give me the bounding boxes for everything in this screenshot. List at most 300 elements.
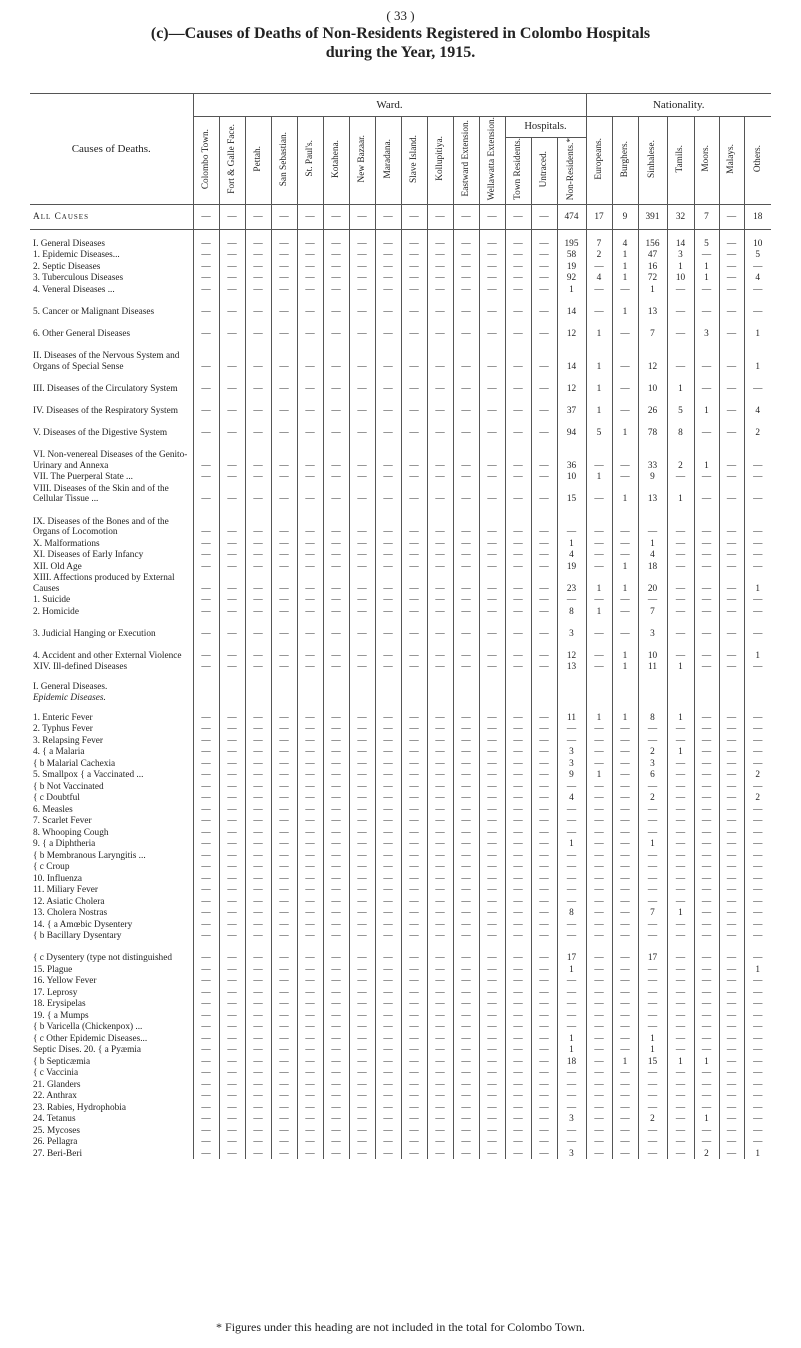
value-cell: 1: [694, 1113, 719, 1125]
value-cell: —: [638, 873, 667, 885]
value-cell: —: [719, 661, 744, 673]
value-cell: —: [297, 606, 323, 618]
value-cell: —: [505, 998, 531, 1010]
col-header: Pettah.: [245, 117, 271, 205]
col-header: Sinhalese.: [638, 117, 667, 205]
value-cell: —: [479, 249, 505, 261]
value-cell: —: [638, 1136, 667, 1148]
table-row: [30, 538, 771, 550]
value-cell: —: [505, 572, 531, 594]
spacer-cell: [219, 229, 245, 238]
value-cell: —: [271, 930, 297, 942]
value-cell: —: [427, 827, 453, 839]
value-cell: —: [349, 1021, 375, 1033]
value-cell: —: [667, 295, 694, 317]
value-cell: —: [719, 284, 744, 296]
value-cell: —: [719, 617, 744, 639]
value-cell: —: [505, 769, 531, 781]
value-cell: —: [719, 1125, 744, 1137]
value-cell: 15: [638, 1056, 667, 1068]
value-cell: —: [323, 850, 349, 862]
value-cell: —: [297, 249, 323, 261]
value-cell: —: [453, 746, 479, 758]
value-cell: —: [427, 861, 453, 873]
value-cell: —: [719, 204, 744, 229]
value-cell: —: [505, 483, 531, 505]
value-cell: [667, 681, 694, 693]
value-cell: —: [219, 1136, 245, 1148]
value-cell: —: [193, 735, 219, 747]
value-cell: —: [479, 339, 505, 372]
value-cell: —: [245, 204, 271, 229]
value-cell: —: [245, 538, 271, 550]
value-cell: —: [375, 1044, 401, 1056]
value-cell: 3: [557, 1113, 586, 1125]
value-cell: —: [271, 942, 297, 964]
value-cell: —: [694, 471, 719, 483]
value-cell: —: [586, 483, 612, 505]
value-cell: —: [505, 394, 531, 416]
value-cell: —: [297, 861, 323, 873]
value-cell: —: [349, 930, 375, 942]
col-header: San Sebastian.: [271, 117, 297, 205]
value-cell: —: [271, 873, 297, 885]
value-cell: —: [719, 606, 744, 618]
value-cell: —: [193, 483, 219, 505]
value-cell: —: [531, 339, 557, 372]
value-cell: —: [694, 975, 719, 987]
value-cell: —: [667, 617, 694, 639]
value-cell: —: [531, 1090, 557, 1102]
value-cell: —: [349, 1090, 375, 1102]
value-cell: —: [349, 792, 375, 804]
spacer-cell: [401, 229, 427, 238]
value-cell: —: [219, 272, 245, 284]
value-cell: —: [694, 284, 719, 296]
value-cell: —: [638, 1090, 667, 1102]
value-cell: —: [719, 884, 744, 896]
cause-label: { b Malarial Cachexia: [33, 758, 116, 769]
spacer-cell: [694, 229, 719, 238]
value-cell: —: [401, 1056, 427, 1068]
value-cell: —: [427, 838, 453, 850]
value-cell: —: [401, 907, 427, 919]
value-cell: —: [219, 261, 245, 273]
spacer-cell: [667, 229, 694, 238]
value-cell: [349, 692, 375, 704]
value-cell: —: [719, 1010, 744, 1022]
value-cell: —: [349, 372, 375, 394]
value-cell: —: [323, 295, 349, 317]
value-cell: —: [401, 572, 427, 594]
table-row: [30, 987, 771, 999]
spacer-row: [30, 673, 771, 681]
value-cell: —: [667, 594, 694, 606]
value-cell: —: [375, 964, 401, 976]
spacer-cell: [638, 229, 667, 238]
value-cell: —: [219, 538, 245, 550]
value-cell: —: [694, 815, 719, 827]
spacer-cell: [479, 704, 505, 712]
value-cell: —: [193, 317, 219, 339]
value-cell: —: [271, 661, 297, 673]
value-cell: —: [719, 483, 744, 505]
value-cell: —: [323, 815, 349, 827]
value-cell: —: [453, 561, 479, 573]
value-cell: —: [193, 1056, 219, 1068]
value-cell: 18: [557, 1056, 586, 1068]
value-cell: —: [271, 1148, 297, 1160]
cause-label: 27. Beri-Beri: [33, 1148, 83, 1159]
value-cell: —: [245, 1079, 271, 1091]
spacer-cell: [323, 229, 349, 238]
value-cell: —: [401, 930, 427, 942]
spacer-cell: [505, 229, 531, 238]
value-cell: —: [219, 838, 245, 850]
value-cell: —: [612, 549, 638, 561]
value-cell: —: [744, 942, 771, 964]
value-cell: —: [667, 572, 694, 594]
value-cell: —: [427, 804, 453, 816]
value-cell: 1: [586, 317, 612, 339]
value-cell: —: [219, 505, 245, 538]
value-cell: —: [638, 1148, 667, 1160]
value-cell: —: [271, 1136, 297, 1148]
value-cell: —: [744, 758, 771, 770]
value-cell: —: [323, 617, 349, 639]
value-cell: —: [219, 295, 245, 317]
value-cell: —: [586, 758, 612, 770]
value-cell: —: [612, 1010, 638, 1022]
value-cell: [323, 681, 349, 693]
cause-label: 5. Cancer or Malignant Diseases: [33, 306, 155, 317]
value-cell: —: [505, 238, 531, 250]
value-cell: —: [323, 942, 349, 964]
value-cell: 1: [694, 1056, 719, 1068]
value-cell: —: [219, 746, 245, 758]
value-cell: —: [667, 850, 694, 862]
value-cell: —: [612, 538, 638, 550]
value-cell: —: [219, 1125, 245, 1137]
value-cell: —: [719, 561, 744, 573]
value-cell: —: [297, 723, 323, 735]
value-cell: —: [719, 372, 744, 394]
value-cell: 1: [744, 964, 771, 976]
value-cell: 2: [638, 746, 667, 758]
cause-label: V. Diseases of the Digestive System: [33, 427, 168, 438]
value-cell: —: [694, 538, 719, 550]
value-cell: —: [479, 987, 505, 999]
value-cell: —: [219, 1044, 245, 1056]
value-cell: —: [297, 919, 323, 931]
value-cell: —: [193, 661, 219, 673]
value-cell: —: [479, 438, 505, 471]
value-cell: —: [297, 838, 323, 850]
value-cell: —: [323, 735, 349, 747]
value-cell: 1: [638, 1033, 667, 1045]
value-cell: —: [612, 1136, 638, 1148]
value-cell: —: [719, 339, 744, 372]
value-cell: —: [744, 1021, 771, 1033]
value-cell: —: [557, 723, 586, 735]
spacer-cell: [557, 673, 586, 681]
value-cell: 1: [744, 1148, 771, 1160]
cause-label: { b Not Vaccinated: [33, 781, 104, 792]
value-cell: —: [271, 261, 297, 273]
value-cell: 474: [557, 204, 586, 229]
value-cell: 18: [744, 204, 771, 229]
value-cell: 8: [638, 712, 667, 724]
value-cell: —: [401, 827, 427, 839]
table-row: [30, 804, 771, 816]
col-header: Kotahena.: [323, 117, 349, 205]
value-cell: [375, 681, 401, 693]
value-cell: —: [479, 1033, 505, 1045]
value-cell: —: [271, 317, 297, 339]
value-cell: —: [427, 964, 453, 976]
value-cell: 92: [557, 272, 586, 284]
value-cell: —: [271, 538, 297, 550]
value-cell: —: [453, 873, 479, 885]
value-cell: —: [193, 538, 219, 550]
cause-label: { c Dysentery (type not distinguished: [33, 953, 172, 964]
value-cell: —: [349, 1079, 375, 1091]
value-cell: 1: [667, 661, 694, 673]
value-cell: —: [245, 1010, 271, 1022]
value-cell: —: [271, 758, 297, 770]
value-cell: —: [271, 987, 297, 999]
value-cell: 14: [557, 339, 586, 372]
value-cell: —: [667, 838, 694, 850]
value-cell: —: [193, 617, 219, 639]
table-row: [30, 272, 771, 284]
value-cell: —: [271, 238, 297, 250]
value-cell: —: [586, 884, 612, 896]
value-cell: —: [694, 505, 719, 538]
value-cell: —: [586, 896, 612, 908]
value-cell: —: [375, 1033, 401, 1045]
value-cell: —: [349, 295, 375, 317]
value-cell: —: [453, 712, 479, 724]
value-cell: [531, 681, 557, 693]
value-cell: —: [479, 204, 505, 229]
value-cell: —: [744, 987, 771, 999]
value-cell: —: [453, 549, 479, 561]
value-cell: —: [744, 661, 771, 673]
value-cell: —: [586, 1067, 612, 1079]
value-cell: —: [638, 1125, 667, 1137]
value-cell: —: [719, 572, 744, 594]
footnote: * Figures under this heading are not included in the total for Colombo Town.: [216, 1320, 585, 1334]
value-cell: —: [427, 416, 453, 438]
value-cell: —: [719, 758, 744, 770]
value-cell: —: [349, 272, 375, 284]
value-cell: —: [219, 483, 245, 505]
table-row: [30, 295, 771, 317]
value-cell: —: [744, 827, 771, 839]
spacer-cell: [427, 704, 453, 712]
value-cell: —: [375, 723, 401, 735]
value-cell: —: [219, 1033, 245, 1045]
spacer-cell: [427, 229, 453, 238]
value-cell: —: [505, 850, 531, 862]
value-cell: —: [323, 1113, 349, 1125]
value-cell: —: [694, 572, 719, 594]
table-row: [30, 1136, 771, 1148]
value-cell: —: [193, 850, 219, 862]
spacer-cell: [349, 229, 375, 238]
value-cell: —: [271, 838, 297, 850]
value-cell: —: [323, 838, 349, 850]
value-cell: —: [479, 261, 505, 273]
value-cell: —: [219, 572, 245, 594]
spacer-cell: [667, 673, 694, 681]
value-cell: —: [193, 249, 219, 261]
spacer-cell: [375, 673, 401, 681]
cause-label: XI. Diseases of Early Infancy: [33, 550, 144, 561]
value-cell: —: [375, 1021, 401, 1033]
value-cell: —: [744, 861, 771, 873]
value-cell: [479, 681, 505, 693]
value-cell: —: [323, 723, 349, 735]
value-cell: —: [719, 942, 744, 964]
value-cell: —: [667, 1113, 694, 1125]
cause-label: 23. Rabies, Hydrophobia: [33, 1102, 126, 1113]
value-cell: 1: [667, 1056, 694, 1068]
spacer-cell: [297, 704, 323, 712]
value-cell: —: [401, 661, 427, 673]
value-cell: —: [453, 261, 479, 273]
value-cell: 7: [638, 606, 667, 618]
value-cell: —: [271, 1113, 297, 1125]
value-cell: —: [744, 781, 771, 793]
value-cell: —: [401, 919, 427, 931]
value-cell: —: [323, 639, 349, 661]
value-cell: —: [531, 907, 557, 919]
value-cell: —: [531, 617, 557, 639]
value-cell: —: [719, 438, 744, 471]
spacer-cell: [744, 704, 771, 712]
value-cell: —: [531, 712, 557, 724]
value-cell: —: [401, 238, 427, 250]
value-cell: —: [401, 792, 427, 804]
table-row: [30, 1021, 771, 1033]
value-cell: —: [612, 1021, 638, 1033]
value-cell: —: [505, 804, 531, 816]
value-cell: —: [719, 712, 744, 724]
value-cell: —: [612, 942, 638, 964]
table-row: [30, 1148, 771, 1160]
value-cell: 3: [557, 758, 586, 770]
value-cell: —: [349, 561, 375, 573]
cause-label: { b Septicæmia: [33, 1056, 91, 1067]
value-cell: —: [505, 261, 531, 273]
value-cell: 1: [638, 538, 667, 550]
value-cell: —: [349, 438, 375, 471]
value-cell: —: [219, 284, 245, 296]
value-cell: —: [612, 394, 638, 416]
table-row: [30, 998, 771, 1010]
value-cell: —: [586, 838, 612, 850]
value-cell: —: [505, 339, 531, 372]
value-cell: 10: [667, 272, 694, 284]
value-cell: —: [427, 661, 453, 673]
value-cell: —: [193, 838, 219, 850]
value-cell: —: [531, 1113, 557, 1125]
spacer-cell: [586, 704, 612, 712]
col-header: Non-Residents.*: [557, 138, 586, 205]
value-cell: —: [694, 792, 719, 804]
value-cell: —: [453, 758, 479, 770]
value-cell: 4: [586, 272, 612, 284]
value-cell: —: [479, 594, 505, 606]
table-row: [30, 815, 771, 827]
table-row: [30, 416, 771, 438]
value-cell: —: [427, 723, 453, 735]
value-cell: 9: [557, 769, 586, 781]
value-cell: —: [505, 284, 531, 296]
value-cell: —: [453, 204, 479, 229]
value-cell: —: [375, 930, 401, 942]
value-cell: [479, 692, 505, 704]
value-cell: —: [427, 919, 453, 931]
value-cell: —: [586, 1113, 612, 1125]
value-cell: —: [323, 998, 349, 1010]
table-row: [30, 1090, 771, 1102]
value-cell: —: [586, 746, 612, 758]
value-cell: —: [375, 261, 401, 273]
value-cell: —: [219, 1010, 245, 1022]
table-row: [30, 549, 771, 561]
value-cell: —: [245, 987, 271, 999]
value-cell: —: [375, 746, 401, 758]
value-cell: 1: [612, 261, 638, 273]
value-cell: —: [219, 606, 245, 618]
spacer-cell: [193, 229, 219, 238]
value-cell: —: [744, 712, 771, 724]
value-cell: —: [271, 781, 297, 793]
value-cell: —: [667, 606, 694, 618]
value-cell: —: [375, 249, 401, 261]
value-cell: —: [694, 1044, 719, 1056]
value-cell: —: [427, 1113, 453, 1125]
value-cell: —: [349, 815, 375, 827]
value-cell: —: [531, 758, 557, 770]
spacer-cell: [479, 229, 505, 238]
value-cell: —: [297, 549, 323, 561]
value-cell: 13: [557, 661, 586, 673]
value-cell: —: [271, 284, 297, 296]
value-cell: —: [427, 438, 453, 471]
value-cell: —: [401, 1136, 427, 1148]
value-cell: —: [453, 471, 479, 483]
value-cell: —: [453, 249, 479, 261]
value-cell: —: [375, 861, 401, 873]
value-cell: —: [719, 998, 744, 1010]
value-cell: —: [612, 838, 638, 850]
value-cell: —: [531, 1067, 557, 1079]
value-cell: —: [719, 1113, 744, 1125]
value-cell: —: [557, 804, 586, 816]
value-cell: —: [479, 746, 505, 758]
table-row: [30, 394, 771, 416]
value-cell: —: [349, 964, 375, 976]
table-row: [30, 617, 771, 639]
value-cell: —: [453, 1021, 479, 1033]
value-cell: —: [323, 781, 349, 793]
value-cell: —: [349, 735, 375, 747]
value-cell: —: [667, 930, 694, 942]
